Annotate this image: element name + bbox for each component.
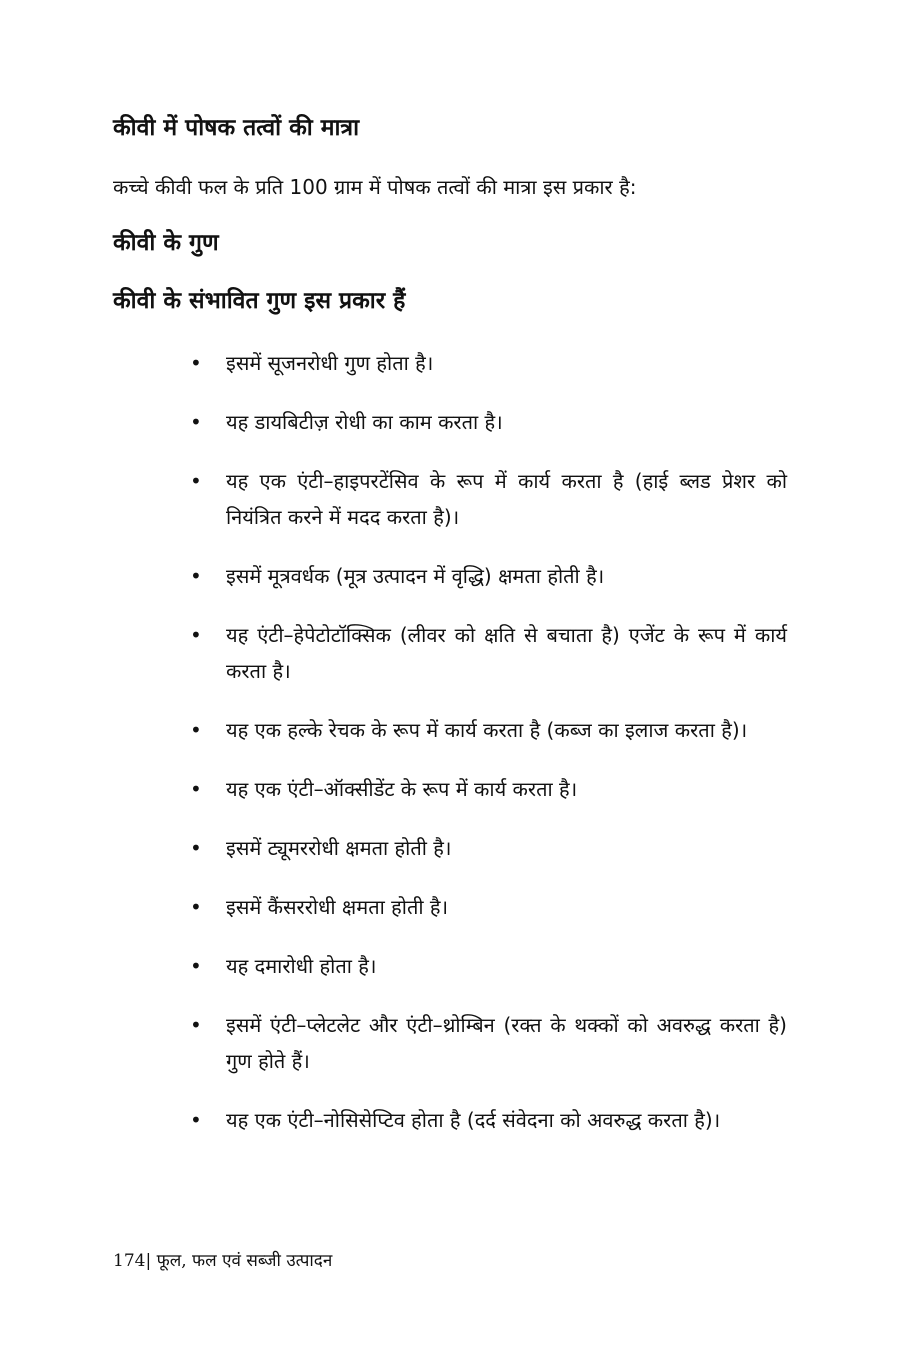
bullet-icon: • [190, 351, 202, 375]
list-item-text: यह एक एंटी–नोसिसेप्टिव होता है (दर्द संवेदना को अवरुद्ध करता है)। [226, 1108, 721, 1132]
list-item [190, 345, 787, 381]
bullet-icon: • [190, 1013, 202, 1037]
list-item [190, 1102, 787, 1138]
list-item [190, 830, 787, 866]
bullet-icon: • [190, 895, 202, 919]
book-title: फूल, फल एवं सब्जी उत्पादन [156, 1251, 333, 1271]
bullet-icon: • [190, 777, 202, 801]
list-item-text: इसमें सूजनरोधी गुण होता है। [226, 351, 434, 375]
list-item-text: यह डायबिटीज़ रोधी का काम करता है। [226, 410, 503, 434]
list-item [190, 617, 787, 689]
bullet-icon: • [190, 1108, 202, 1132]
list-item [190, 558, 787, 594]
footer-separator: | [145, 1251, 152, 1271]
list-item-text: यह एक एंटी–ऑक्सीडेंट के रूप में कार्य करता है। [226, 777, 578, 801]
page-number: 174 [113, 1251, 146, 1271]
bullet-icon: • [190, 836, 202, 860]
list-item [190, 771, 787, 807]
list-item [190, 463, 787, 535]
possible-properties-heading: कीवी के संभावित गुण इस प्रकार हैं [113, 288, 406, 314]
bullet-icon: • [190, 718, 202, 742]
list-item-text: यह एंटी–हेपेटोटॉक्सिक (लीवर को क्षति से बचाता है) एजेंट के रूप में कार्य करता है। [226, 623, 787, 683]
list-item [190, 889, 787, 925]
bullet-icon: • [190, 469, 202, 493]
list-item-text: यह एक एंटी–हाइपरटेंसिव के रूप में कार्य करता है (हाई ब्लड प्रेशर को नियंत्रित करने में मदद करता है)। [226, 469, 787, 529]
list-item-text: इसमें एंटी–प्लेटलेट और एंटी–थ्रोम्बिन (रक्त के थक्कों को अवरुद्ध करता है) गुण होते हैं। [226, 1013, 787, 1073]
nutrient-intro-paragraph: कच्चे कीवी फल के प्रति 100 ग्राम में पोषक तत्वों की मात्रा इस प्रकार है: [113, 175, 637, 199]
list-item-text: इसमें मूत्रवर्धक (मूत्र उत्पादन में वृद्धि) क्षमता होती है। [226, 564, 605, 588]
bullet-icon: • [190, 564, 202, 588]
list-item [190, 404, 787, 440]
list-item [190, 948, 787, 984]
list-item-text: यह दमारोधी होता है। [226, 954, 377, 978]
properties-section-heading: कीवी के गुण [113, 230, 219, 256]
bullet-icon: • [190, 623, 202, 647]
nutrient-section-heading: कीवी में पोषक तत्वों की मात्रा [113, 115, 360, 141]
properties-list [0, 345, 900, 1161]
page-footer [113, 1248, 332, 1274]
list-item-text: इसमें कैंसररोधी क्षमता होती है। [226, 895, 449, 919]
list-item-text: यह एक हल्के रेचक के रूप में कार्य करता है (कब्ज का इलाज करता है)। [226, 718, 748, 742]
list-item-text: इसमें ट्यूमररोधी क्षमता होती है। [226, 836, 452, 860]
list-item [190, 1007, 787, 1079]
list-item [190, 712, 787, 748]
bullet-icon: • [190, 954, 202, 978]
bullet-icon: • [190, 410, 202, 434]
